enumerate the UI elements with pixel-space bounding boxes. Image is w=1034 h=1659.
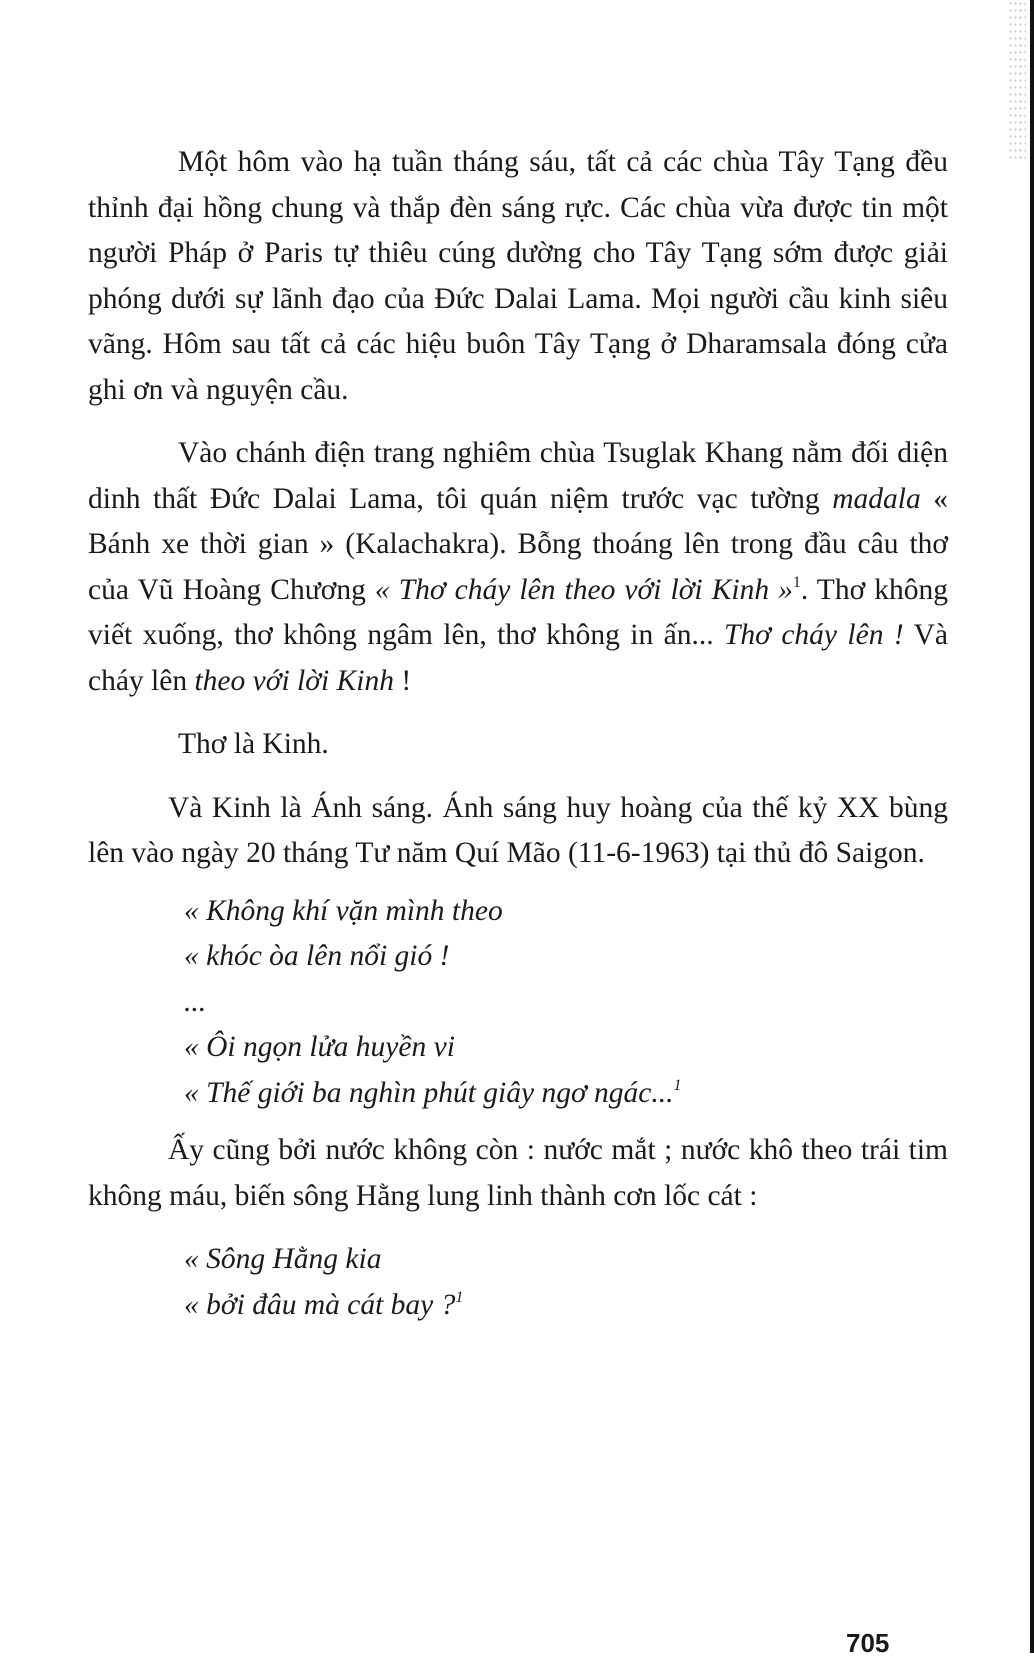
- footnote-marker: 1: [455, 1288, 464, 1306]
- body-text: [88, 140, 948, 1328]
- paragraph-5: Ấy cũng bởi nước không còn : nước mắt ; nước khô theo trái tim không máu, biến sông Hằng lung linh thành cơn lốc cát :: [88, 1134, 948, 1212]
- footnote-marker: 1: [673, 1076, 682, 1094]
- verse-2: [184, 1237, 948, 1328]
- verse-line: « khóc òa lên nổi gió !: [184, 940, 450, 972]
- verse-1: [184, 889, 948, 1117]
- verse-line: « Không khí vặn mình theo: [184, 894, 503, 927]
- verse-line: « Ôi ngọn lửa huyền vi: [184, 1031, 455, 1063]
- paragraph-2: Vào chánh điện trang nghiêm chùa Tsuglak Khang nằm đối diện dinh thất Đức Dalai Lama, tôi quán niệm trước vạc tường madala « Bánh xe thời gian » (Kalachakra). Bỗng thoáng lên trong đầu câu thơ của Vũ Hoàng Chương « Thơ cháy lên theo với lời Kinh »$^1$. Thơ không viết xuống, thơ không ngâm lên, thơ không in ấn... Thơ cháy lên ! Và cháy lên theo với lời Kinh !: [88, 437, 949, 697]
- verse-line: « Sông Hằng kia: [184, 1243, 382, 1275]
- paragraph-1: Một hôm vào hạ tuần tháng sáu, tất cả các chùa Tây Tạng đều thỉnh đại hồng chung và thắp đèn sáng rực. Các chùa vừa được tin một người Pháp ở Paris tự thiêu cúng dường cho Tây Tạng sớm được giải phóng dưới sự lãnh đạo của Đức Dalai Lama. Mọi người cầu kinh siêu vãng. Hôm sau tất cả các hiệu buôn Tây Tạng ở Dharamsala đóng cửa ghi ơn và nguyện cầu.: [88, 146, 948, 406]
- verse-line: « bởi đâu mà cát bay ?$^1$: [184, 1288, 464, 1321]
- paragraph-3: Thơ là Kinh.: [178, 728, 329, 760]
- page-edge-shadow: [1030, 0, 1034, 1653]
- verse-line: ...: [184, 985, 207, 1018]
- footnote-marker: 1: [792, 573, 801, 591]
- page-number: 705: [846, 1628, 890, 1658]
- paragraph-4: Và Kinh là Ánh sáng. Ánh sáng huy hoàng của thế kỷ XX bùng lên vào ngày 20 tháng Tư năm Quí Mão (11-6-1963) tại thủ đô Saigon.: [88, 791, 948, 869]
- scan-noise: [1008, 0, 1026, 160]
- verse-line: « Thế giới ba nghìn phút giây ngơ ngác...$^1$: [184, 1076, 682, 1109]
